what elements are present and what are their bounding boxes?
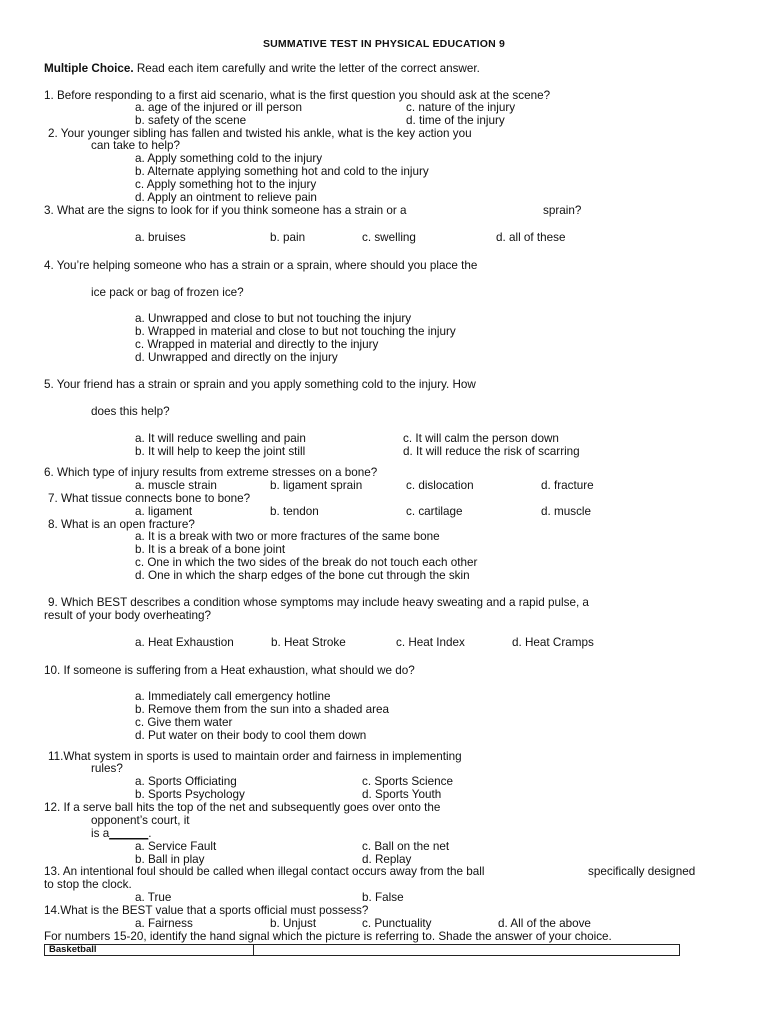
q1-option-b: b. safety of the scene	[135, 114, 247, 127]
q8-stem: 8. What is an open fracture?	[48, 518, 195, 531]
q2-option-a: a. Apply something cold to the injury	[135, 152, 323, 165]
q11-option-b: b. Sports Psychology	[135, 788, 245, 801]
q11-option-a: a. Sports Officiating	[135, 775, 237, 788]
q1-option-a: a. age of the injured or ill person	[135, 101, 302, 114]
q1-option-c: c. nature of the injury	[406, 101, 516, 114]
q5-stem-line1: 5. Your friend has a strain or sprain and you apply something cold to the injury. How	[44, 378, 476, 391]
instructions-label: Multiple Choice.	[44, 62, 134, 75]
q3-option-b: b. pain	[270, 231, 306, 244]
q4-option-b: b. Wrapped in material and close to but not touching the injury	[135, 325, 456, 338]
q2-option-d: d. Apply an ointment to relieve pain	[135, 191, 317, 204]
q10-stem: 10. If someone is suffering from a Heat exhaustion, what should we do?	[44, 664, 415, 677]
q5-option-a: a. It will reduce swelling and pain	[135, 432, 306, 445]
q12-answer-blank: ______	[109, 827, 149, 840]
q7-stem: 7. What tissue connects bone to bone?	[48, 492, 251, 505]
q5-option-c: c. It will calm the person down	[403, 432, 559, 445]
q5-option-d: d. It will reduce the risk of scarring	[403, 445, 580, 458]
q3-option-d: d. all of these	[496, 231, 566, 244]
q3-option-a: a. bruises	[135, 231, 186, 244]
q8-option-c: c. One in which the two sides of the break do not touch each other	[135, 556, 478, 569]
q1-stem: 1. Before responding to a first aid scenario, what is the first question you should ask at the scene?	[44, 89, 551, 102]
q14-option-c: c. Punctuality	[362, 917, 432, 930]
q6-option-a: a. muscle strain	[135, 479, 217, 492]
q13-stem-line2: to stop the clock.	[44, 878, 132, 891]
q11-option-c: c. Sports Science	[362, 775, 453, 788]
q3-stem-line2: sprain?	[543, 204, 582, 217]
q13-stem-line1-end: specifically designed	[588, 865, 696, 878]
q13-option-a: a. True	[135, 891, 172, 904]
q6-option-b: b. ligament sprain	[270, 479, 363, 492]
q11-stem-line1: 11.What system in sports is used to maintain order and fairness in implementing	[48, 750, 462, 763]
q2-option-c: c. Apply something hot to the injury	[135, 178, 317, 191]
table-cell-empty	[254, 945, 680, 956]
q14-option-b: b. Unjust	[270, 917, 317, 930]
q14-stem: 14.What is the BEST value that a sports official must possess?	[44, 904, 369, 917]
q4-option-d: d. Unwrapped and directly on the injury	[135, 351, 338, 364]
q4-stem-line2: ice pack or bag of frozen ice?	[91, 286, 244, 299]
q12-option-c: c. Ball on the net	[362, 840, 450, 853]
table-row	[45, 945, 680, 956]
q9-option-c: c. Heat Index	[396, 636, 465, 649]
q4-option-c: c. Wrapped in material and directly to the injury	[135, 338, 379, 351]
q3-option-c: c. swelling	[362, 231, 416, 244]
q2-option-b: b. Alternate applying something hot and cold to the injury	[135, 165, 429, 178]
q9-stem-line2: result of your body overheating?	[44, 609, 211, 622]
q10-option-a: a. Immediately call emergency hotline	[135, 690, 331, 703]
q12-stem-line2: opponent’s court, it	[91, 814, 190, 827]
q2-stem-line1: 2. Your younger sibling has fallen and twisted his ankle, what is the key action you	[48, 127, 472, 140]
q10-option-d: d. Put water on their body to cool them down	[135, 729, 367, 742]
q12-stem-line1: 12. If a serve ball hits the top of the net and subsequently goes over onto the	[44, 801, 441, 814]
q1-option-d: d. time of the injury	[406, 114, 505, 127]
q9-option-a: a. Heat Exhaustion	[135, 636, 234, 649]
q7-option-c: c. cartilage	[406, 505, 463, 518]
q9-option-b: b. Heat Stroke	[271, 636, 346, 649]
q4-stem-line1: 4. You’re helping someone who has a strain or a sprain, where should you place the	[44, 259, 478, 272]
q3-stem-line1: 3. What are the signs to look for if you think someone has a strain or a	[44, 204, 407, 217]
part2-instructions: For numbers 15-20, identify the hand signal which the picture is referring to. Shade the answer of your choice.	[44, 930, 612, 943]
q9-stem-line1: 9. Which BEST describes a condition whose symptoms may include heavy sweating and a rapid pulse, a	[48, 596, 589, 609]
q10-option-b: b. Remove them from the sun into a shaded area	[135, 703, 390, 716]
q12-option-a: a. Service Fault	[135, 840, 217, 853]
q6-option-c: c. dislocation	[406, 479, 474, 492]
q14-option-d: d. All of the above	[498, 917, 591, 930]
q8-option-a: a. It is a break with two or more fractures of the same bone	[135, 530, 440, 543]
q6-stem: 6. Which type of injury results from extreme stresses on a bone?	[44, 466, 378, 479]
q12-option-d: d. Replay	[362, 853, 412, 866]
q12-stem-line3	[91, 827, 151, 840]
q9-option-d: d. Heat Cramps	[512, 636, 594, 649]
q13-option-b: b. False	[362, 891, 404, 904]
q14-option-a: a. Fairness	[135, 917, 193, 930]
q11-stem-line2: rules?	[91, 762, 123, 775]
q2-stem-line2: can take to help?	[91, 139, 181, 152]
q5-stem-line2: does this help?	[91, 405, 170, 418]
table-header-sport: Basketball	[45, 945, 254, 956]
q7-option-d: d. muscle	[541, 505, 592, 518]
q8-option-d: d. One in which the sharp edges of the bone cut through the skin	[135, 569, 470, 582]
page-title: SUMMATIVE TEST IN PHYSICAL EDUCATION 9	[262, 38, 506, 50]
q4-option-a: a. Unwrapped and close to but not touching the injury	[135, 312, 412, 325]
q6-option-d: d. fracture	[541, 479, 594, 492]
q10-option-c: c. Give them water	[135, 716, 233, 729]
q13-stem-line1: 13. An intentional foul should be called when illegal contact occurs away from the ball	[44, 865, 485, 878]
q11-option-d: d. Sports Youth	[362, 788, 442, 801]
q7-option-b: b. tendon	[270, 505, 319, 518]
q12-stem-suffix: .	[148, 827, 152, 840]
instructions	[44, 62, 480, 75]
q5-option-b: b. It will help to keep the joint still	[135, 445, 306, 458]
instructions-text: Read each item carefully and write the letter of the correct answer.	[136, 62, 480, 75]
q7-option-a: a. ligament	[135, 505, 193, 518]
hand-signal-table	[44, 944, 680, 956]
q12-stem-prefix: is a	[91, 827, 110, 840]
q12-option-b: b. Ball in play	[135, 853, 205, 866]
q8-option-b: b. It is a break of a bone joint	[135, 543, 286, 556]
